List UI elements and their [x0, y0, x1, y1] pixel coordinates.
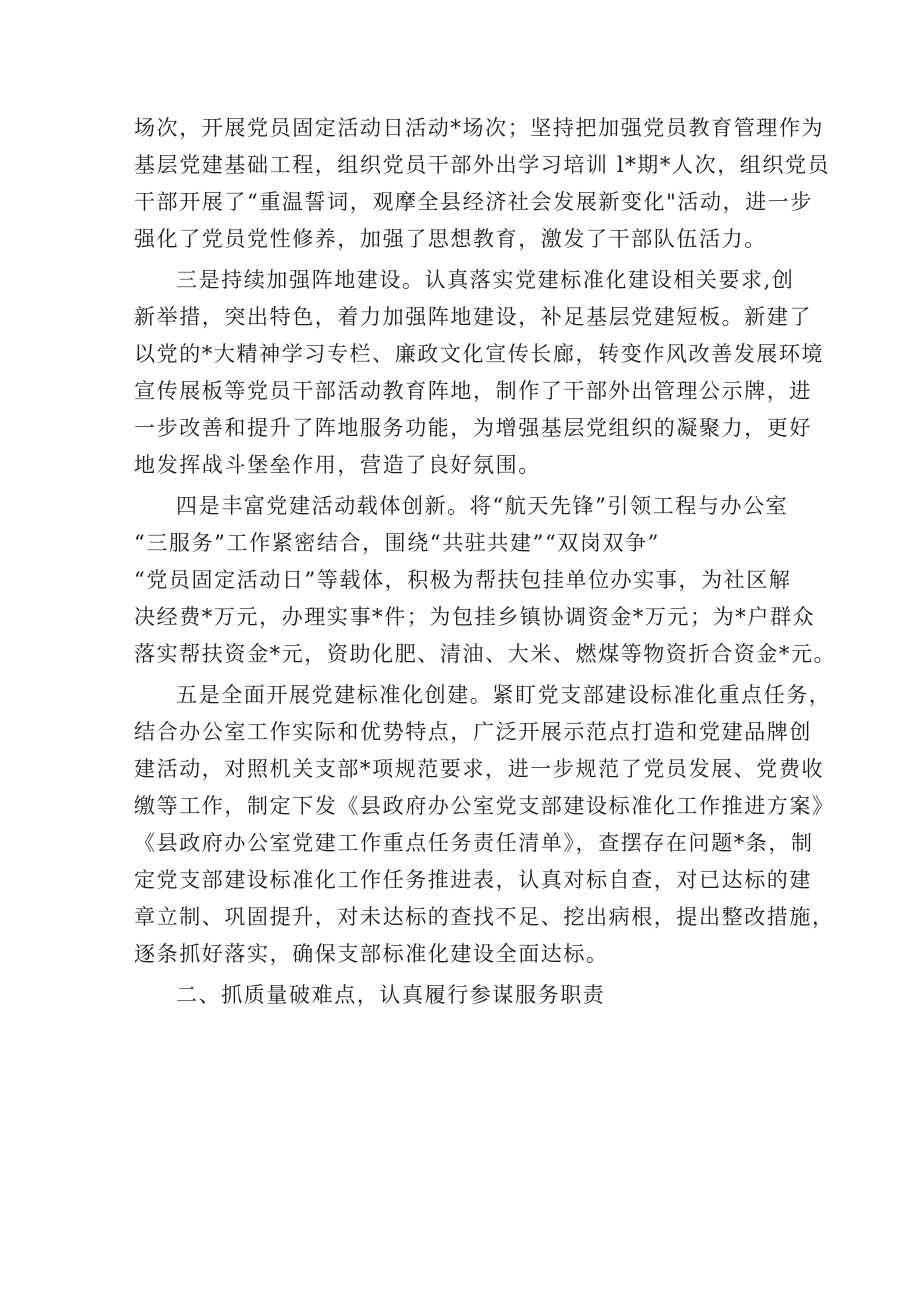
document-body — [134, 110, 837, 1014]
paragraph-heading-line: 四是丰富党建活动载体创新。将“航天先锋”引领工程与办公室 — [176, 494, 789, 518]
paragraph-heading-line: 五是全面开展党建标准化创建。紧盯党支部建设标准化重点任务， — [176, 683, 832, 707]
text-line: 落实帮扶资金*元，资助化肥、清油、大米、燃煤等物资折合资金*元。 — [134, 642, 837, 666]
text-line: 干部开展了“重温誓词，观摩全县经济社会发展新变化"活动，进一步 — [134, 190, 813, 214]
text-line: 章立制、巩固提升，对未达标的查找不足、挖出病根，提出整改措施， — [134, 905, 835, 929]
section-heading: 二、抓质量破难点，认真履行参谋服务职责 — [176, 983, 606, 1007]
text-line: 建活动，对照机关支部*项规范要求，进一步规范了党员发展、党费收 — [134, 757, 825, 781]
text-line: 以党的*大精神学习专栏、廉政文化宣传长廊，转变作风改善发展环境 — [134, 342, 825, 366]
text-line: 基层党建基础工程，组织党员干部外出学习培训 l*期*人次，组织党员 — [134, 153, 831, 177]
text-line: 一步改善和提升了阵地服务功能，为增强基层党组织的凝聚力，更好 — [134, 416, 812, 440]
text-line: 逐条抓好落实，确保支部标准化建设全面达标。 — [134, 942, 609, 966]
text-line: 缴等工作，制定下发《县政府办公室党支部建设标准化工作推进方案》 — [134, 794, 835, 818]
text-line: 地发挥战斗堡垒作用，营造了良好氛围。 — [134, 453, 541, 477]
text-line: 决经费*万元，办理实事*件；为包挂乡镇协调资金*万元；为*户群众 — [134, 605, 816, 629]
text-line: 结合办公室工作实际和优势特点，广泛开展示范点打造和党建品牌创 — [134, 720, 812, 744]
text-line: 强化了党员党性修养，加强了思想教育，激发了干部队伍活力。 — [134, 227, 767, 251]
text-line: 《县政府办公室党建工作重点任务责任清单》，查摆存在问题*条，制 — [134, 831, 814, 855]
text-line: “党员固定活动日”等载体，积极为帮扶包挂单位办实事，为社区解 — [134, 568, 792, 592]
text-line: 场次，开展党员固定活动日活动*场次；坚持把加强党员教育管理作为 — [134, 116, 825, 140]
text-line: 新举措，突出特色，着力加强阵地建设，补足基层党建短板。新建了 — [134, 305, 812, 329]
text-line: “三服务”工作紧密结合，围绕“共驻共建”“双岗双争” — [134, 531, 661, 555]
text-line: 宣传展板等党员干部活动教育阵地，制作了干部外出管理公示牌，进 — [134, 379, 812, 403]
paragraph-heading-line: 三是持续加强阵地建设。认真落实党建标准化建设相关要求,创 — [176, 268, 795, 292]
text-line: 定党支部建设标准化工作任务推进表，认真对标自查，对已达标的建 — [134, 868, 812, 892]
